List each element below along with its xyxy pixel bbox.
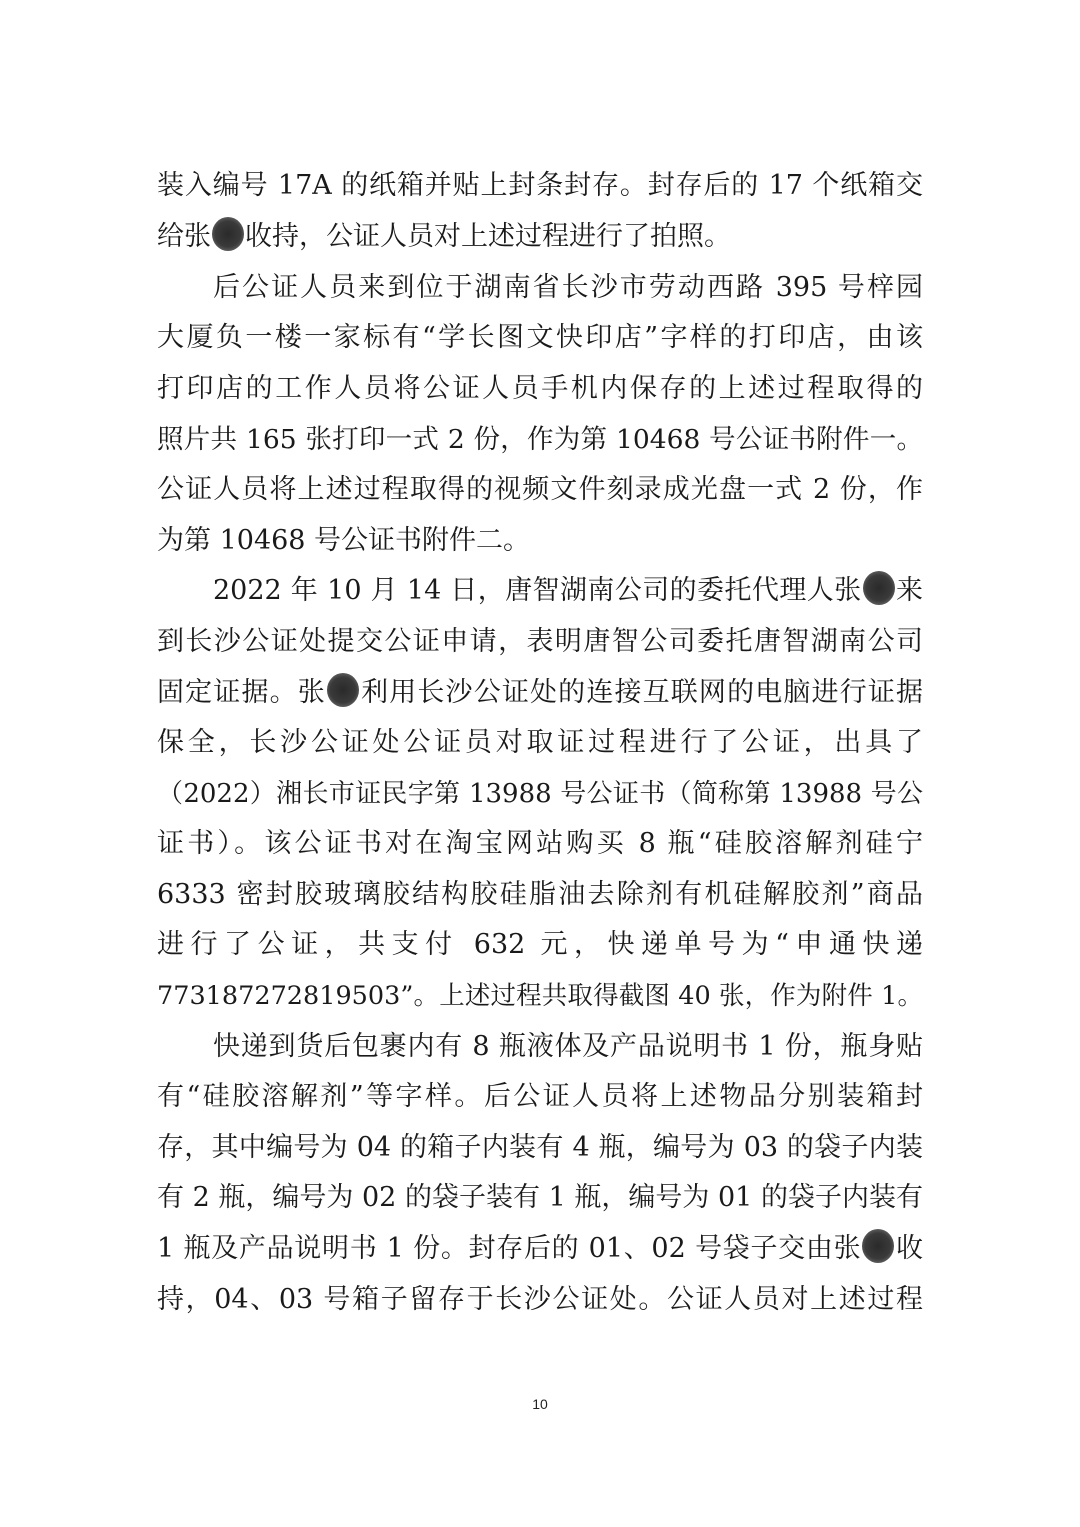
text-line: 进行了公证，共支付 632 元，快递单号为“申通快递 <box>157 929 923 960</box>
text-line: 6333 密封胶玻璃胶结构胶硅脂油去除剂有机硅解胶剂”商品 <box>157 879 923 910</box>
text-segment: 收 <box>895 1233 924 1264</box>
redaction-mark <box>212 217 244 251</box>
text-line <box>157 217 923 257</box>
redaction-mark <box>327 673 359 707</box>
text-line: 有 2 瓶，编号为 02 的袋子装有 1 瓶，编号为 01 的袋子内装有 <box>157 1182 923 1213</box>
redaction-mark <box>863 571 895 605</box>
text-line: 公证人员将上述过程取得的视频文件刻录成光盘一式 2 份，作 <box>157 474 923 505</box>
text-segment: 收持，公证人员对上述过程进行了拍照。 <box>245 221 731 252</box>
text-segment: 2022 年 10 月 14 日，唐智湖南公司的委托代理人张 <box>213 575 862 606</box>
text-line: 大厦负一楼一家标有“学长图文快印店”字样的打印店，由该 <box>157 322 923 353</box>
text-segment: 给张 <box>157 221 211 252</box>
text-line: 装入编号 17A 的纸箱并贴上封条封存。封存后的 17 个纸箱交 <box>157 170 923 201</box>
text-line: 证书）。该公证书对在淘宝网站购买 8 瓶“硅胶溶解剂硅宁 <box>157 828 923 859</box>
text-segment: 利用长沙公证处的连接互联网的电脑进行证据 <box>359 677 924 708</box>
text-line: 到长沙公证处提交公证申请，表明唐智公司委托唐智湖南公司 <box>157 626 923 657</box>
text-line: 打印店的工作人员将公证人员手机内保存的上述过程取得的 <box>157 373 923 404</box>
text-line <box>157 1229 923 1269</box>
text-line: 存，其中编号为 04 的箱子内装有 4 瓶，编号为 03 的袋子内装 <box>157 1132 923 1163</box>
text-segment: 1 瓶及产品说明书 1 份。封存后的 01、02 号袋子交由张 <box>157 1233 862 1264</box>
text-line <box>213 571 923 611</box>
text-line: 有“硅胶溶解剂”等字样。后公证人员将上述物品分别装箱封 <box>157 1081 923 1112</box>
page-number: 10 <box>532 1396 548 1412</box>
text-line: 为第 10468 号公证书附件二。 <box>157 525 531 556</box>
text-line: 后公证人员来到位于湖南省长沙市劳动西路 395 号梓园 <box>213 272 923 303</box>
text-line: 快递到货后包裹内有 8 瓶液体及产品说明书 1 份，瓶身贴 <box>213 1031 923 1062</box>
text-line: 保全，长沙公证处公证员对取证过程进行了公证，出具了 <box>157 727 923 758</box>
text-segment: 固定证据。张 <box>157 677 326 708</box>
text-line: 773187272819503”。上述过程共取得截图 40 张，作为附件 1。 <box>157 981 923 1011</box>
redaction-mark <box>862 1229 894 1263</box>
text-line <box>157 673 923 713</box>
text-line: 照片共 165 张打印一式 2 份，作为第 10468 号公证书附件一。 <box>157 424 923 455</box>
text-line: （2022）湘长市证民字第 13988 号公证书（简称第 13988 号公 <box>157 779 923 809</box>
text-segment: 来 <box>895 575 923 606</box>
text-line: 持，04、03 号箱子留存于长沙公证处。公证人员对上述过程 <box>157 1284 923 1315</box>
